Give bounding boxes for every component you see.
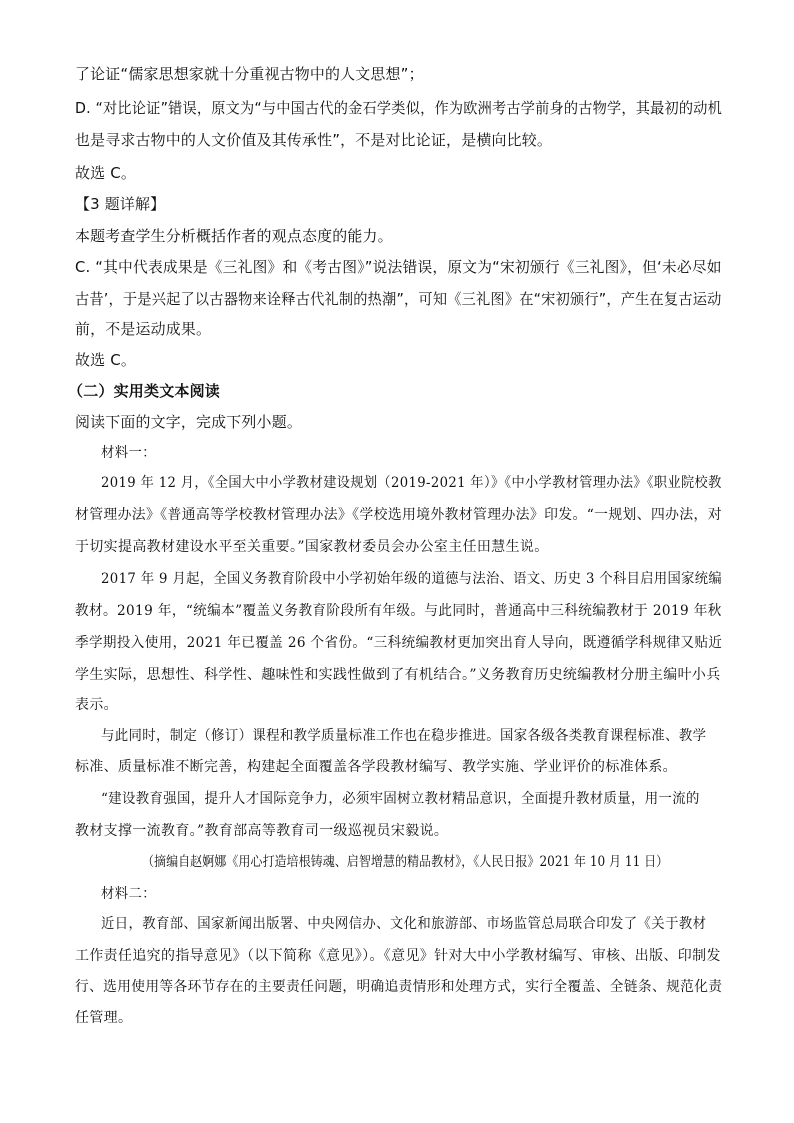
text-line: 标准、质量标准不断完善，构建起全面覆盖各学段教材编写、教学实施、学业评价的标准体系。 xyxy=(75,759,678,775)
text-line: 表示。 xyxy=(75,697,119,713)
section-heading: 【3 题详解】 xyxy=(75,195,166,213)
text-line: 材管理办法》《普通高等学校教材管理办法》《学校选用境外教材管理办法》印发。“一规划、四办法，对 xyxy=(75,507,722,523)
text-line: 季学期投入使用，2021 年已覆盖 26 个省份。“三科统编教材更加突出育人导向，既遵循学科规律又贴近 xyxy=(75,635,723,651)
text-line: 前，不是运动成果。 xyxy=(75,320,212,338)
material-label: 材料一： xyxy=(101,445,157,461)
source-citation: （摘编自赵婀娜《用心打造培根铸魂、启智增慧的精品教材》，《人民日报》2021 年 10 月 11 日） xyxy=(142,854,669,870)
text-line: “建设教育强国，提升人才国际竞争力，必须牢固树立教材精品意识，全面提升教材质量，用一流的 xyxy=(101,791,700,807)
text-line: 了论证“儒家思想家就十分重视古物中的人文思想”； xyxy=(75,65,424,83)
text-line: 工作责任追究的指导意见》（以下简称《意见》）。《意见》针对大中小学教材编写、审核、出版、印制发 xyxy=(75,948,721,964)
text-line: 教材。2019 年，“统编本”覆盖义务教育阶段所有年级。与此同时，普通高中三科统编教材于 2019 年秋 xyxy=(75,603,722,619)
text-line: 也是寻求古物中的人文价值及其传承性”，不是对比论证，是横向比较。 xyxy=(75,131,552,149)
text-line: 故选 C。 xyxy=(75,351,136,369)
text-line: 教材支撑一流教育。”教育部高等教育司一级巡视员宋毅说。 xyxy=(75,823,449,839)
instruction-line: 阅读下面的文字，完成下列小题。 xyxy=(75,413,302,431)
text-line: 2019 年 12 月，《全国大中小学教材建设规划（2019-2021 年）》《中小学教材管理办法》《职业院校教 xyxy=(101,475,722,491)
text-line: 与此同时，制定（修订）课程和教学质量标准工作也在稳步推进。国家各级各类教育课程标准、教学 xyxy=(101,728,707,744)
text-line: 学生实际，思想性、科学性、趣味性和实践性做到了有机结合。”义务教育历史统编教材分册主编叶小兵 xyxy=(75,667,721,683)
text-line: 任管理。 xyxy=(75,1010,133,1026)
text-line: D. “对比论证”错误，原文为“与中国古代的金石学类似，作为欧洲考古学前身的古物学，其最初的动机 xyxy=(75,99,723,117)
text-line: 古昔’，于是兴起了以古器物来诠释古代礼制的热潮”，可知《三礼图》在“宋初颁行”，产生在复古运动 xyxy=(75,290,722,308)
text-line: 故选 C。 xyxy=(75,164,136,182)
text-line: 2017 年 9 月起，全国义务教育阶段中小学初始年级的道德与法治、语文、历史 3 个科目启用国家统编 xyxy=(101,571,723,587)
text-line: 本题考查学生分析概括作者的观点态度的能力。 xyxy=(75,227,393,245)
text-line: 近日，教育部、国家新闻出版署、中央网信办、文化和旅游部、市场监管总局联合印发了《关于教材 xyxy=(101,916,707,932)
text-line: 行、选用使用等各环节存在的主要责任问题，明确追责情形和处理方式，实行全覆盖、全链条、规范化责 xyxy=(75,979,723,995)
section-title: （二）实用类文本阅读 xyxy=(68,382,221,400)
text-line: 于切实提高教材建设水平至关重要。”国家教材委员会办公室主任田慧生说。 xyxy=(75,539,549,555)
material-label: 材料二： xyxy=(101,886,157,902)
text-line: C. “其中代表成果是《三礼图》和《考古图》”说法错误，原文为“宋初颁行《三礼图》，但‘未必尽如 xyxy=(75,258,722,276)
